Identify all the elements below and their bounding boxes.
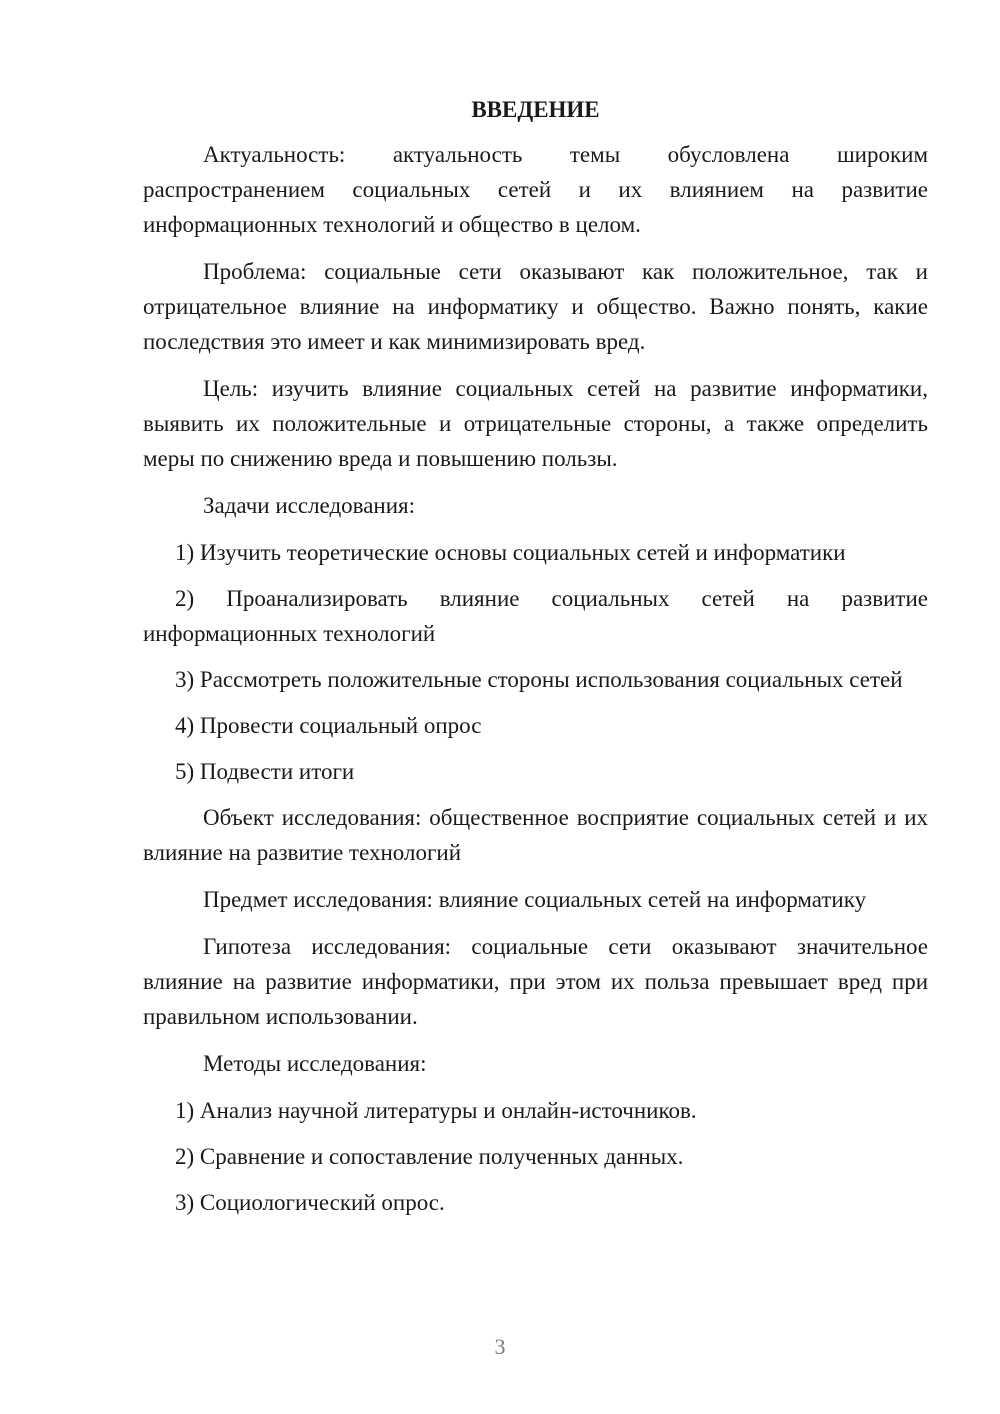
tasks-heading: Задачи исследования: [203,493,416,518]
object-paragraph: Объект исследования: общественное восприятие социальных сетей и их влияние на развитие технологий [143,805,928,865]
task-item-5: 5) Подвести итоги [175,759,355,784]
section-title: ВВЕДЕНИЕ [471,97,600,122]
subject-paragraph: Предмет исследования: влияние социальных сетей на информатику [203,887,867,912]
method-item-3: 3) Социологический опрос. [175,1190,445,1215]
methods-heading: Методы исследования: [203,1051,427,1076]
task-item-3: 3) Рассмотреть положительные стороны использования социальных сетей [175,667,903,692]
task-item-4: 4) Провести социальный опрос [175,713,482,738]
page-number: 3 [494,1334,506,1359]
method-item-2: 2) Сравнение и сопоставление полученных данных. [175,1144,684,1169]
hypothesis-paragraph: Гипотеза исследования: социальные сети оказывают значительное влияние на развитие информатики, при этом их польза превышает вред при правильном использовании. [143,934,928,1029]
problem-paragraph: Проблема: социальные сети оказывают как положительное, так и отрицательное влияние на информатику и общество. Важно понять, какие последствия это имеет и как минимизировать вред. [143,259,928,354]
method-item-1: 1) Анализ научной литературы и онлайн-источников. [175,1098,697,1123]
task-item-1: 1) Изучить теоретические основы социальных сетей и информатики [175,540,846,565]
task-item-2: 2) Проанализировать влияние социальных сетей на развитие информационных технологий [143,586,928,646]
relevance-paragraph: Актуальность: актуальность темы обусловлена широким распространением социальных сетей и их влиянием на развитие информационных технологий и общество в целом. [143,142,928,237]
document-page [143,92,928,1231]
goal-paragraph: Цель: изучить влияние социальных сетей на развитие информатики, выявить их положительные и отрицательные стороны, а также определить меры по снижению вреда и повышению пользы. [143,376,928,471]
